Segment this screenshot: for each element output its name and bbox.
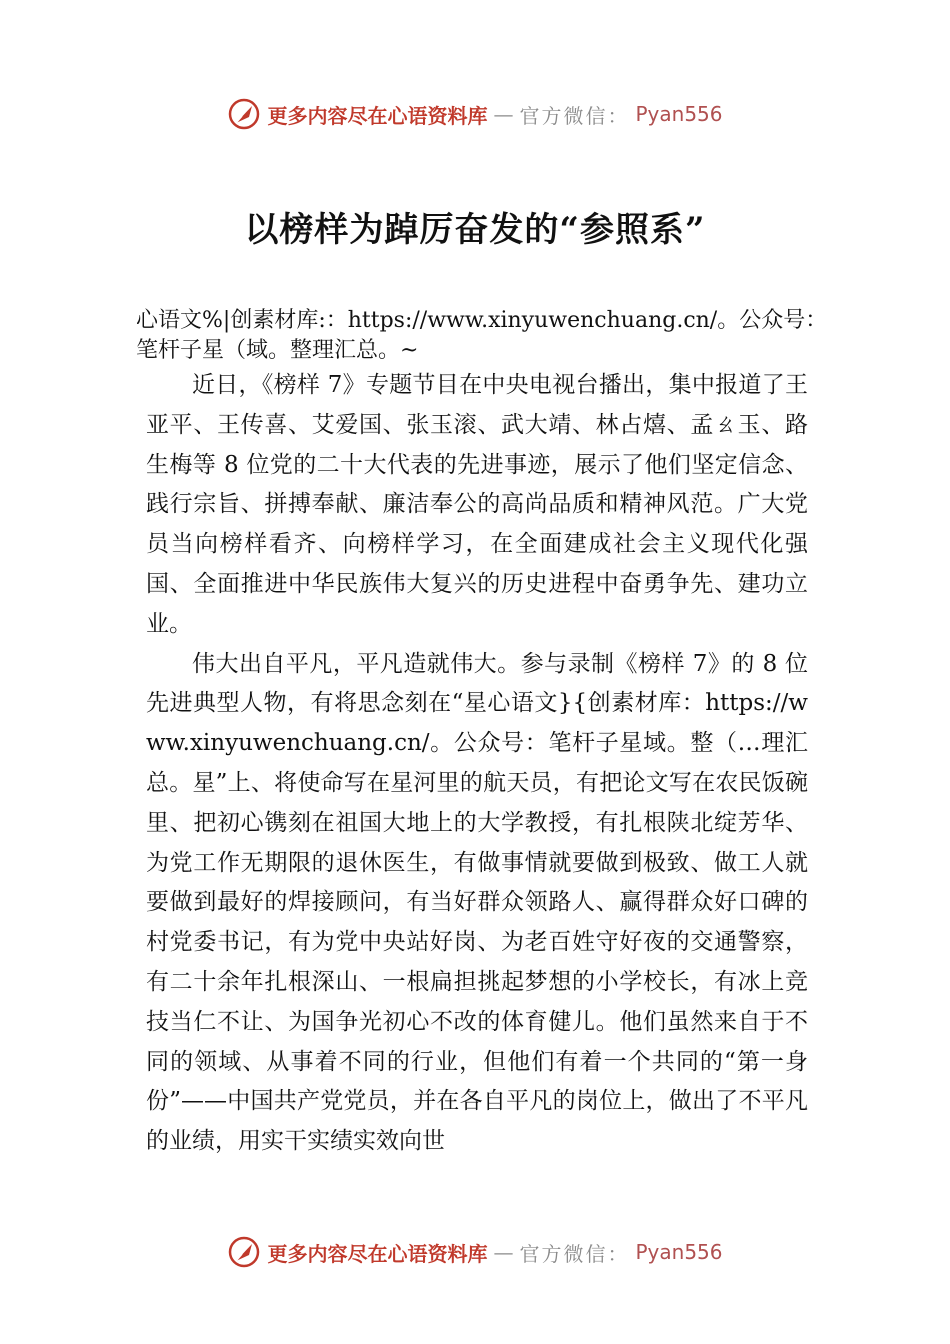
- quill-logo-icon: [227, 97, 261, 131]
- banner-dash: —: [493, 1240, 514, 1264]
- banner-wechat-id: Pyan556: [635, 102, 723, 126]
- quill-logo-icon: [227, 1235, 261, 1269]
- paragraph-1: 近日，《榜样 7》专题节目在中央电视台播出，集中报道了王亚平、王传喜、艾爱国、张玉滚、武大靖、林占熺、孟ㄠ玉、路生梅等 8 位党的二十大代表的先进事迹，展示了他们坚定信念、践行宗旨、拼搏奉献、廉洁奉公的高尚品质和精神风范。广大党员当向榜样看齐、向榜样学习，在全面建成社会主义现代化强国、全面推进中华民族伟大复兴的历史进程中奋勇争先、建功立业。: [146, 372, 808, 637]
- paragraph-2: 伟大出自平凡，平凡造就伟大。参与录制《榜样 7》的 8 位先进典型人物，有将思念刻在“星心语文}{创素材库：https://www.xinyuwenchuang.cn/。公众号：笔杆子星域。整（…理汇总。星”上、将使命写在星河里的航天员，有把论文写在农民饭碗里、把初心镌刻在祖国大地上的大学教授，有扎根陕北绽芳华、为党工作无期限的退休医生，有做事情就要做到极致、做工人就要做到最好的焊接顾问，有当好群众领路人、赢得群众好口碑的村党委书记，有为党中央站好岗、为老百姓守好夜的交通警察，有二十余年扎根深山、一根扁担挑起梦想的小学校长，有冰上竞技当仁不让、为国争光初心不改的体育健儿。他们虽然来自于不同的领域、从事着不同的行业，但他们有着一个共同的“第一身份”——中国共产党党员，并在各自平凡的岗位上，做出了不平凡的业绩，用实干实绩实效向世: [146, 650, 808, 1155]
- banner-dash: —: [493, 102, 514, 126]
- footer-banner: [0, 1232, 950, 1272]
- banner-wechat-label: 官方微信：: [519, 103, 630, 128]
- banner-site-name: 更多内容尽在心语资料库: [267, 1241, 488, 1266]
- document-title: 以榜样为踔厉奋发的“参照系”: [244, 210, 706, 250]
- document-body: [146, 366, 808, 1162]
- header-banner: [0, 94, 950, 134]
- banner-wechat-id: Pyan556: [635, 1240, 723, 1264]
- banner-wechat-label: 官方微信：: [519, 1241, 630, 1266]
- banner-site-name: 更多内容尽在心语资料库: [267, 103, 488, 128]
- document-intro: 心语文%|创素材库:：https://www.xinyuwenchuang.cn/。公众号：笔杆子星（域。整理汇总。~: [136, 308, 828, 363]
